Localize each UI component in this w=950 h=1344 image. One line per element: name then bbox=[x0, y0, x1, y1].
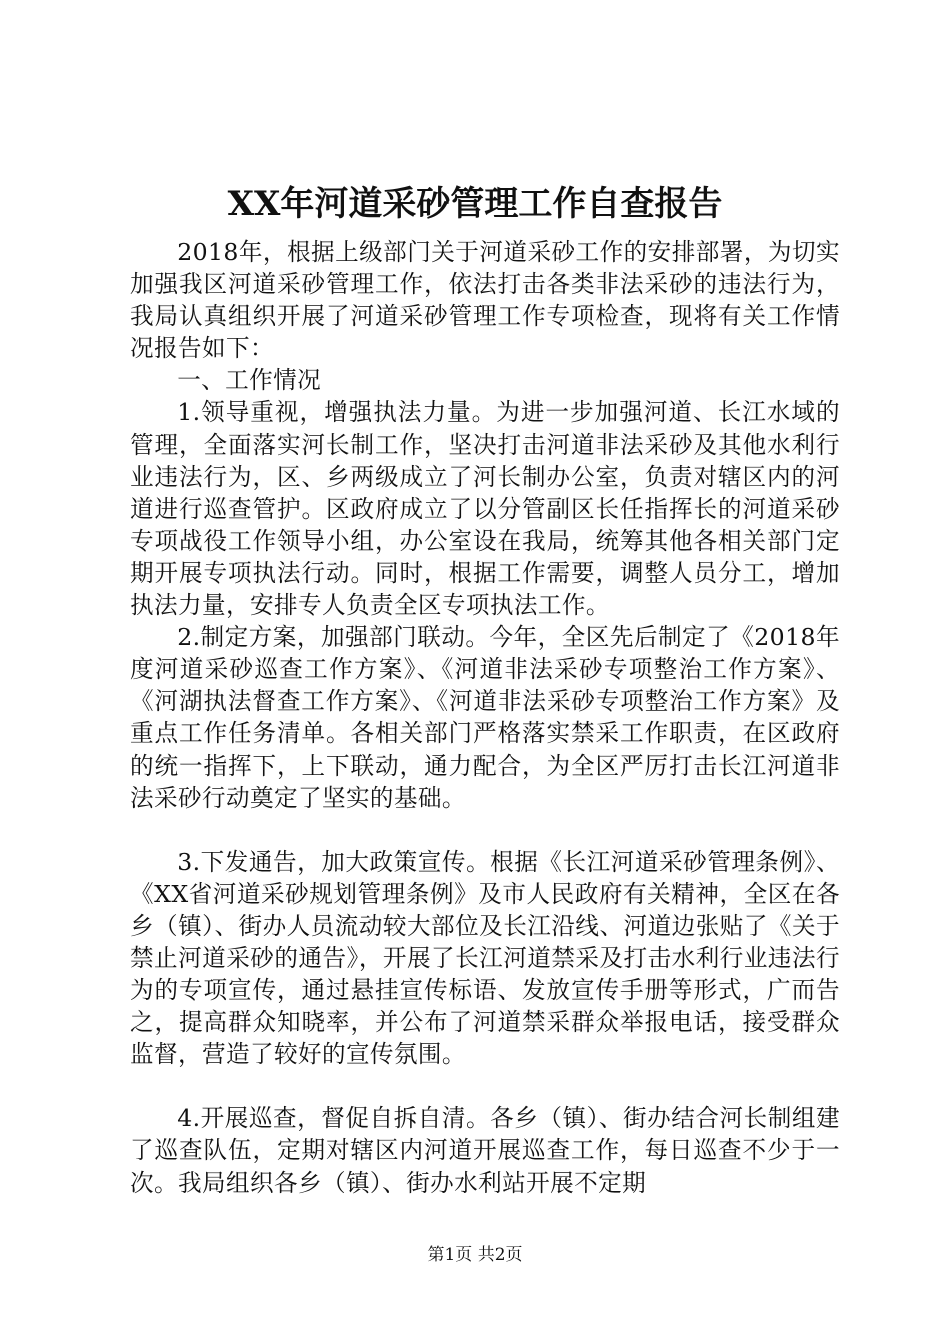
paragraph-item-2: 2.制定方案，加强部门联动。今年，全区先后制定了《2018年度河道采砂巡查工作方案》、《河道非法采砂专项整治工作方案》、《河湖执法督查工作方案》、《河道非法采砂专项整治工作方案》及重点工作任务清单。各相关部门严格落实禁采工作职责，在区政府的统一指挥下，上下联动，通力配合，为全区严厉打击长江河道非法采砂行动奠定了坚实的基础。 bbox=[130, 623, 840, 812]
paragraph-intro: 2018年，根据上级部门关于河道采砂工作的安排部署，为切实加强我区河道采砂管理工作，依法打击各类非法采砂的违法行为，我局认真组织开展了河道采砂管理工作专项检查，现将有关工作情况报告如下： bbox=[130, 238, 840, 363]
paragraph-item-4: 4.开展巡查，督促自拆自清。各乡（镇）、街办结合河长制组建了巡查队伍，定期对辖区内河道开展巡查工作，每日巡查不少于一次。我局组织各乡（镇）、街办水利站开展不定期 bbox=[130, 1104, 840, 1197]
paragraph-item-3: 3.下发通告，加大政策宣传。根据《长江河道采砂管理条例》、《XX省河道采砂规划管理条例》及市人民政府有关精神，全区在各乡（镇）、街办人员流动较大部位及长江沿线、河道边张贴了《关于禁止河道采砂的通告》，开展了长江河道禁采及打击水利行业违法行为的专项宣传，通过悬挂宣传标语、发放宣传手册等形式，广而告之，提高群众知晓率，并公布了河道禁采群众举报电话，接受群众监督，营造了较好的宣传氛围。 bbox=[130, 847, 840, 1069]
document-body bbox=[130, 236, 840, 1199]
paragraph-item-1: 1.领导重视，增强执法力量。为进一步加强河道、长江水域的管理，全面落实河长制工作，坚决打击河道非法采砂及其他水利行业违法行为，区、乡两级成立了河长制办公室，负责对辖区内的河道进行巡查管护。区政府成立了以分管副区长任指挥长的河道采砂专项战役工作领导小组，办公室设在我局，统筹其他各相关部门定期开展专项执法行动。同时，根据工作需要，调整人员分工，增加执法力量，安排专人负责全区专项执法工作。 bbox=[130, 398, 840, 620]
document-title: XX年河道采砂管理工作自查报告 bbox=[227, 184, 723, 224]
section-heading-work-status: 一、工作情况 bbox=[177, 366, 322, 395]
page-footer: 第1页 共2页 bbox=[427, 1245, 523, 1265]
